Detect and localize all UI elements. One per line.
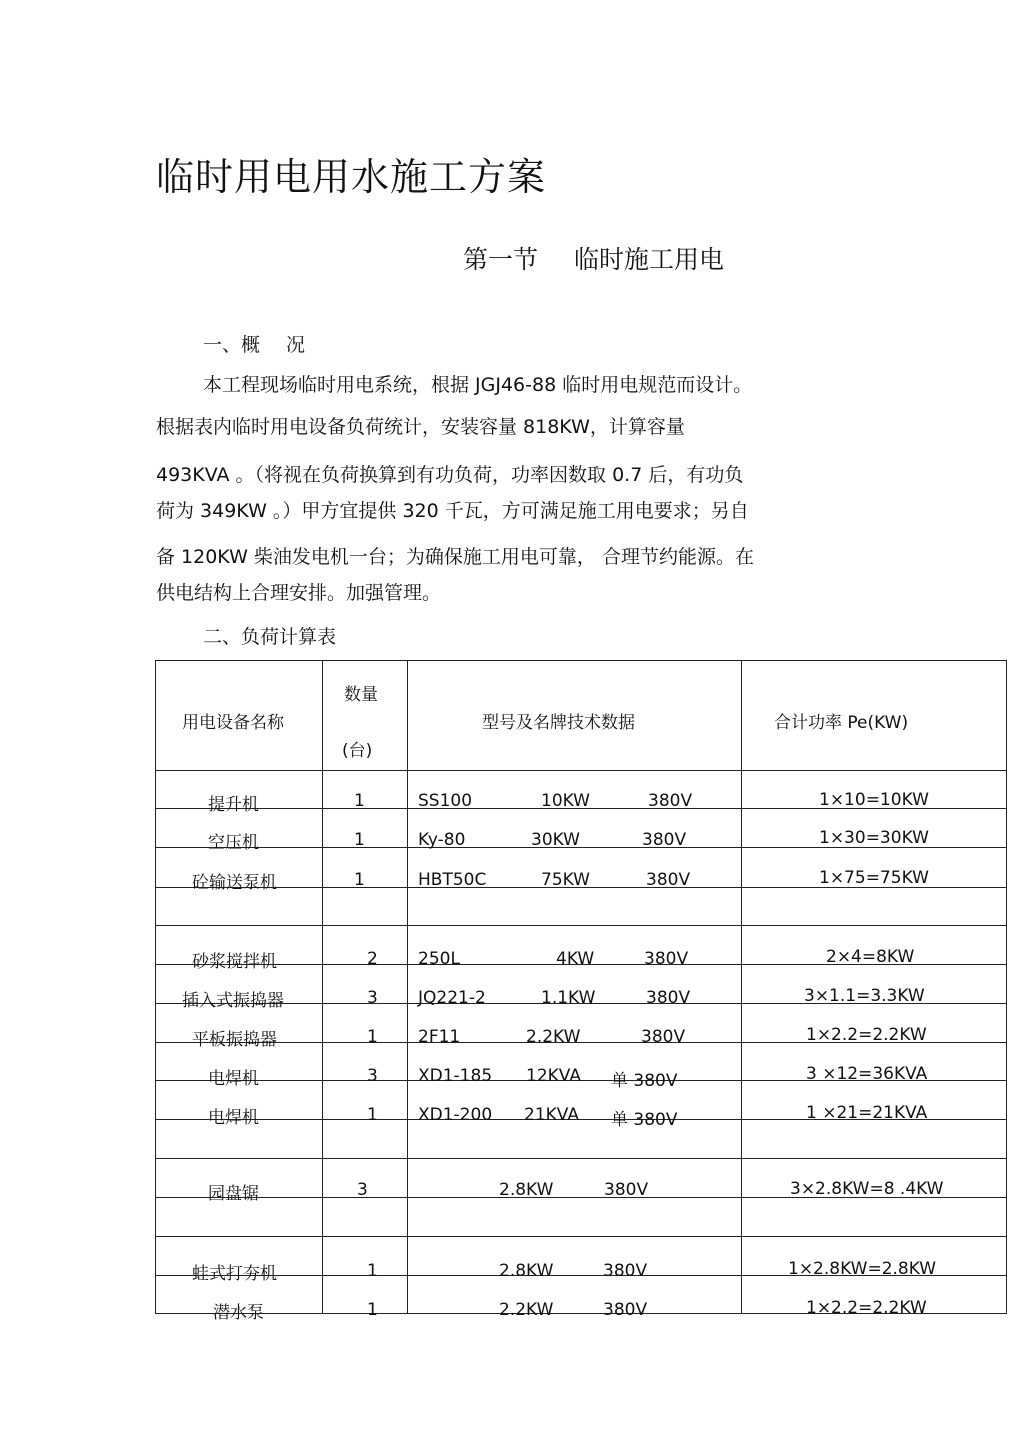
table-cell-name: 砼输送泵机: [192, 873, 277, 893]
table-cell-model: 250L: [418, 949, 460, 969]
table-cell-qty: 3: [367, 1066, 378, 1086]
table-cell-name: 提升机: [208, 795, 259, 815]
table-cell-rating: 2.2KW: [526, 1027, 581, 1047]
header-quantity-unit: (台): [342, 741, 373, 761]
header-model-spec: 型号及名牌技术数据: [482, 713, 635, 733]
table-cell-qty: 3: [367, 988, 378, 1008]
table-cell-name: 平板振捣器: [192, 1030, 277, 1050]
table-cell-total: 1×75=75KW: [819, 868, 929, 888]
table-cell-qty: 3: [357, 1180, 368, 1200]
table-cell-name: 插入式振捣器: [182, 991, 284, 1011]
table-cell-name: 电焊机: [208, 1069, 259, 1089]
paragraph-line: 493KVA 。（将视在负荷换算到有功负荷，功率因数取 0.7 后，有功负: [156, 464, 744, 486]
table-cell-name: 砂浆搅拌机: [192, 952, 277, 972]
table-cell-total: 1×2.2=2.2KW: [806, 1298, 927, 1318]
table-cell-model: XD1-200: [418, 1105, 493, 1125]
table-cell-model: XD1-185: [418, 1066, 493, 1086]
table-cell-voltage: 380V: [603, 1300, 648, 1320]
header-total-power: 合计功率 Pe(KW): [774, 713, 909, 733]
heading-overview-num: 一、概: [203, 334, 261, 356]
table-cell-voltage: 380V: [646, 870, 691, 890]
table-cell-qty: 1: [367, 1300, 378, 1320]
table-cell-total: 1×10=10KW: [819, 790, 929, 810]
table-cell-rating: 75KW: [541, 870, 590, 890]
table-cell-name: 空压机: [208, 833, 259, 853]
table-cell-rating: 4KW: [556, 949, 595, 969]
section-number: 第一节: [463, 245, 539, 274]
table-cell-qty: 1: [367, 1261, 378, 1281]
table-cell-qty: 1: [367, 1105, 378, 1125]
table-cell-voltage: 单 380V: [611, 1110, 678, 1130]
table-cell-voltage: 380V: [646, 988, 691, 1008]
heading-overview-word: 况: [286, 334, 306, 356]
load-calculation-table: [155, 660, 1007, 1323]
table-cell-model: HBT50C: [418, 870, 487, 890]
table-cell-model: 2F11: [418, 1027, 461, 1047]
table-cell-voltage: 单 380V: [611, 1071, 678, 1091]
table-cell-qty: 1: [354, 870, 365, 890]
table-cell-rating: 10KW: [541, 791, 590, 811]
table-cell-total: 3 ×12=36KVA: [806, 1064, 928, 1084]
table-cell-qty: 2: [367, 949, 378, 969]
table-cell-rating: 1.1KW: [541, 988, 596, 1008]
table-cell-name: 蛙式打夯机: [192, 1264, 277, 1284]
paragraph-line: 备 120KW 柴油发电机一台；为确保施工用电可靠， 合理节约能源。在: [156, 546, 754, 568]
table-cell-rating: 21KVA: [524, 1105, 579, 1125]
table-cell-rating: 2.8KW: [499, 1180, 554, 1200]
table-cell-total: 1×30=30KW: [819, 828, 929, 848]
table-cell-qty: 1: [367, 1027, 378, 1047]
table-cell-voltage: 380V: [642, 830, 687, 850]
paragraph-line: 根据表内临时用电设备负荷统计，安装容量 818KW，计算容量: [156, 416, 685, 438]
table-cell-model: Ky-80: [418, 830, 466, 850]
header-quantity: 数量: [344, 685, 378, 705]
table-cell-voltage: 380V: [648, 791, 693, 811]
document-title: 临时用电用水施工方案: [156, 155, 547, 199]
table-cell-total: 1×2.8KW=2.8KW: [788, 1259, 937, 1279]
table-cell-model: JQ221-2: [418, 988, 486, 1008]
paragraph-line: 供电结构上合理安排。加强管理。: [156, 582, 442, 604]
table-cell-total: 3×1.1=3.3KW: [804, 986, 925, 1006]
table-cell-rating: 12KVA: [526, 1066, 581, 1086]
table-cell-rating: 30KW: [531, 830, 580, 850]
paragraph-line: 本工程现场临时用电系统，根据 JGJ46-88 临时用电规范而设计。: [203, 374, 753, 396]
table-cell-qty: 1: [354, 830, 365, 850]
section-name: 临时施工用电: [574, 245, 725, 274]
heading-load-table: 二、负荷计算表: [203, 626, 337, 648]
table-cell-voltage: 380V: [604, 1180, 649, 1200]
table-cell-total: 2×4=8KW: [826, 947, 915, 967]
heading-overview: [203, 330, 305, 357]
table-cell-total: 1×2.2=2.2KW: [806, 1025, 927, 1045]
table-cell-total: 1 ×21=21KVA: [806, 1103, 928, 1123]
section-title: [463, 240, 724, 276]
table-cell-rating: 2.8KW: [499, 1261, 554, 1281]
table-cell-name: 园盘锯: [208, 1184, 259, 1204]
paragraph-line: 荷为 349KW 。）甲方宜提供 320 千瓦，方可满足施工用电要求；另自: [156, 500, 749, 522]
table-cell-voltage: 380V: [644, 949, 689, 969]
table-cell-rating: 2.2KW: [499, 1300, 554, 1320]
table-cell-total: 3×2.8KW=8 .4KW: [790, 1179, 944, 1199]
table-cell-name: 电焊机: [208, 1108, 259, 1128]
table-cell-voltage: 380V: [641, 1027, 686, 1047]
header-equipment-name: 用电设备名称: [182, 713, 284, 733]
table-cell-qty: 1: [354, 791, 365, 811]
table-cell-name: 潜水泵: [213, 1303, 264, 1323]
table-cell-model: SS100: [418, 791, 473, 811]
table-cell-voltage: 380V: [603, 1261, 648, 1281]
